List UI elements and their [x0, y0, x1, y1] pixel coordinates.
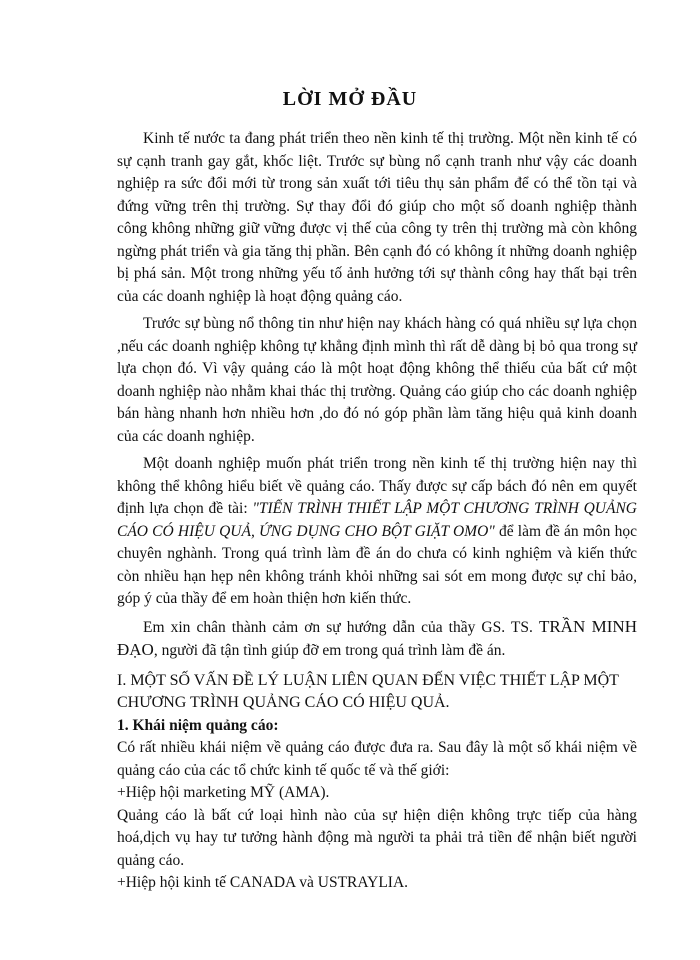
topic-choice-paragraph	[117, 453, 637, 611]
advisor-name: TRẦN MINH ĐẠO	[117, 616, 637, 659]
project-topic: "TIẾN TRÌNH THIẾT LẬP MỘT CHƯƠNG TRÌNH QUẢNG CÁO CÓ HIỆU QUẢ, ỨNG DỤNG CHO BỘT GIẶT OMO"	[117, 500, 638, 540]
ama-label: +Hiệp hội marketing MỸ (AMA).	[117, 784, 330, 801]
thanks-paragraph	[117, 616, 637, 663]
topic-choice-text: để làm đề án môn học chuyên nghành. Trong quá trình làm đề án do chưa có kinh nghiệm và kiến thức còn nhiều hạn hẹp nên không tránh khỏi những sai sót em mong được sự chỉ bảo, góp ý của thầy để em hoàn thiện hơn kiến thức.	[117, 522, 637, 607]
topic-choice-text: Một doanh nghiệp muốn phát triển trong nền kinh tế thị trường hiện nay thì không thể không hiểu biết về quảng cáo. Thấy được sự cấp bách đó nên em quyết định lựa chọn đề tài:	[117, 455, 637, 517]
document-body	[117, 128, 637, 895]
intro-paragraph: Trước sự bùng nổ thông tin như hiện nay khách hàng có quá nhiều sự lựa chọn ,nếu các doanh nghiệp không tự khẳng định mình thì rất dễ dàng bị bỏ qua trong sự lựa chọn đó. Vì vậy quảng cáo là một hoạt động không thể thiếu của bất cứ một doanh nghiệp nào nhằm khai thác thị trường. Quảng cáo giúp cho các doanh nghiệp bán hàng nhanh hơn nhiều hơn ,do đó nó góp phần làm tăng hiệu quả kinh doanh của các doanh nghiệp.	[117, 315, 637, 445]
intro-paragraph: Kinh tế nước ta đang phát triển theo nền kinh tế thị trường. Một nền kinh tế có sự cạnh tranh gay gắt, khốc liệt. Trước sự bùng nổ cạnh tranh như vậy các doanh nghiệp ra sức đổi mới từ trong sản xuất tới tiêu thụ sản phẩm để có thể tồn tại và đứng vững trên thị trường. Sự thay đổi đó giúp cho một số doanh nghiệp thành công không những giữ vững được vị thế của công ty trên thị trường mà còn không ngừng phát triển và gia tăng thị phần. Bên cạnh đó có không ít những doanh nghiệp bị phá sản. Một trong những yếu tố ảnh hưởng tới sự thành công hay thất bại trên của các doanh nghiệp là hoạt động quảng cáo.	[117, 130, 637, 305]
subsection-heading: 1. Khái niệm quảng cáo:	[117, 716, 279, 734]
document-title: LỜI MỞ ĐẦU	[282, 88, 418, 110]
thanks-text: , người đã tận tình giúp đỡ em trong quá trình làm đề án.	[153, 642, 506, 659]
thanks-text: Em xin chân thành cảm ơn sự hướng dẫn của thầy GS. TS.	[143, 618, 539, 636]
section-heading: I. MỘT SỐ VẤN ĐỀ LÝ LUẬN LIÊN QUAN ĐẾN VIỆC THIẾT LẬP MỘT CHƯƠNG TRÌNH QUẢNG CÁO CÓ HIỆU QUẢ.	[117, 671, 619, 711]
definitions-intro: Có rất nhiều khái niệm về quảng cáo được đưa ra. Sau đây là một số khái niệm về quảng cáo của các tổ chức kinh tế quốc tế và thế giới:	[117, 739, 637, 779]
ama-definition: Quảng cáo là bất cứ loại hình nào của sự hiện diện không trực tiếp của hàng hoá,dịch vụ hay tư tưởng hành động mà người ta phải trả tiền để nhận biết người quảng cáo.	[117, 806, 637, 869]
canada-label: +Hiệp hội kinh tế CANADA và USTRAYLIA.	[117, 874, 409, 891]
